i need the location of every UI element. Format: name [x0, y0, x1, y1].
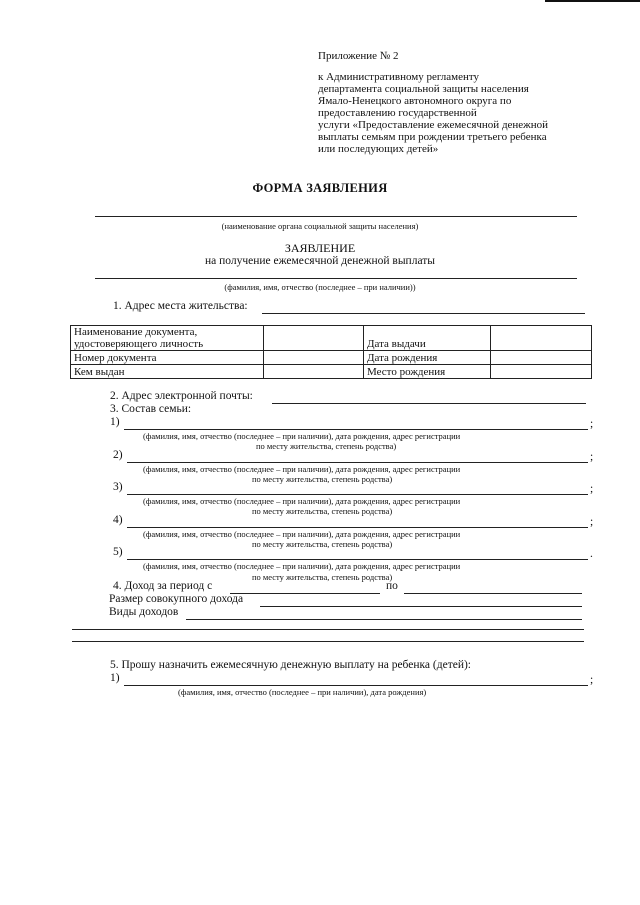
family-item-4-number: 4): [113, 514, 123, 526]
family-item-2-caption-1: (фамилия, имя, отчество (последнее – при наличии), дата рождения, адрес регистрации: [143, 464, 461, 474]
family-item-1-caption-2: по месту жительства, степень родства): [256, 441, 397, 451]
doc-number-label: Номер документа: [71, 351, 264, 365]
family-item-2-caption-2: по месту жительства, степень родства): [252, 474, 393, 484]
family-item-4-caption-2: по месту жительства, степень родства): [252, 539, 393, 549]
family-item-2-field[interactable]: [127, 462, 588, 463]
family-item-3-number: 3): [113, 481, 123, 493]
family-item-3-caption-1: (фамилия, имя, отчество (последнее – при наличии), дата рождения, адрес регистрации: [143, 496, 461, 506]
income-types-field-2[interactable]: [72, 629, 584, 630]
authority-caption: (наименование органа социальной защиты населения): [221, 221, 419, 231]
appendix-line-6: выплаты семьям при рождении третьего ребенка: [318, 131, 547, 143]
issued-by-label: Кем выдан: [71, 365, 264, 379]
family-item-3-caption-2: по месту жительства, степень родства): [252, 506, 393, 516]
appendix-line-3: Ямало-Ненецкого автономного округа по: [318, 95, 512, 107]
family-item-1-end: ;: [590, 418, 594, 430]
authority-field[interactable]: [95, 216, 577, 217]
scan-edge-mark: [545, 0, 640, 5]
family-item-2-end: ;: [590, 451, 594, 463]
family-item-2-number: 2): [113, 449, 123, 461]
birth-date-label: Дата рождения: [364, 351, 491, 365]
issued-by-field[interactable]: [264, 365, 364, 379]
application-subtitle: на получение ежемесячной денежной выплаты: [204, 255, 436, 267]
family-item-4-field[interactable]: [127, 527, 588, 528]
family-item-3-end: ;: [590, 483, 594, 495]
email-field[interactable]: [272, 403, 586, 404]
birth-date-field[interactable]: [491, 351, 592, 365]
appendix-line-5: услуги «Предоставление ежемесячной денежной: [318, 119, 549, 131]
family-item-5-caption-2: по месту жительства, степень родства): [252, 572, 393, 582]
child-item-1-field[interactable]: [124, 685, 588, 686]
income-total-label: Размер совокупного дохода: [109, 593, 244, 605]
birth-place-field[interactable]: [491, 365, 592, 379]
income-to-field[interactable]: [404, 593, 582, 594]
issue-date-field[interactable]: [491, 326, 592, 351]
appendix-line-2: департамента социальной защиты населения: [318, 83, 529, 95]
family-item-5-end: .: [590, 548, 593, 560]
income-to-label: по: [386, 580, 398, 592]
form-title: ФОРМА ЗАЯВЛЕНИЯ: [252, 181, 388, 195]
income-types-field[interactable]: [186, 619, 582, 620]
request-label: 5. Прошу назначить ежемесячную денежную выплату на ребенка (детей):: [110, 659, 472, 671]
family-item-3-field[interactable]: [127, 494, 588, 495]
appendix-number: Приложение № 2: [318, 50, 399, 62]
applicant-name-caption: (фамилия, имя, отчество (последнее – при наличии)): [224, 282, 416, 292]
applicant-name-field[interactable]: [95, 278, 577, 279]
address-label: 1. Адрес места жительства:: [113, 300, 248, 312]
family-item-1-number: 1): [110, 416, 120, 428]
doc-name-field[interactable]: [264, 326, 364, 351]
issue-date-label: Дата выдачи: [364, 326, 491, 351]
birth-place-label: Место рождения: [364, 365, 491, 379]
income-total-field[interactable]: [260, 606, 582, 607]
income-types-label: Виды доходов: [109, 606, 179, 618]
income-from-field[interactable]: [230, 593, 380, 594]
income-period-label: 4. Доход за период с: [113, 580, 213, 592]
email-label: 2. Адрес электронной почты:: [110, 390, 253, 402]
appendix-line-1: к Административному регламенту: [318, 71, 480, 83]
doc-number-field[interactable]: [264, 351, 364, 365]
family-item-5-number: 5): [113, 546, 123, 558]
child-item-1-number: 1): [110, 672, 120, 684]
appendix-line-7: или последующих детей»: [318, 143, 439, 155]
family-label: 3. Состав семьи:: [110, 403, 192, 415]
doc-name-label: Наименование документа, удостоверяющего личность: [71, 326, 264, 351]
child-item-1-caption: (фамилия, имя, отчество (последнее – при наличии), дата рождения): [178, 687, 427, 697]
child-item-1-end: ;: [590, 674, 594, 686]
family-item-5-caption-1: (фамилия, имя, отчество (последнее – при наличии), дата рождения, адрес регистрации: [143, 561, 461, 571]
family-item-4-caption-1: (фамилия, имя, отчество (последнее – при наличии), дата рождения, адрес регистрации: [143, 529, 461, 539]
family-item-1-field[interactable]: [124, 429, 588, 430]
income-types-field-3[interactable]: [72, 641, 584, 642]
application-title: ЗАЯВЛЕНИЕ: [284, 241, 356, 255]
appendix-line-4: предоставлению государственной: [318, 107, 477, 119]
identity-document-table: [70, 325, 592, 379]
family-item-1-caption-1: (фамилия, имя, отчество (последнее – при наличии), дата рождения, адрес регистрации: [143, 431, 461, 441]
family-item-5-field[interactable]: [127, 559, 588, 560]
address-field[interactable]: [262, 313, 585, 314]
family-item-4-end: ;: [590, 516, 594, 528]
